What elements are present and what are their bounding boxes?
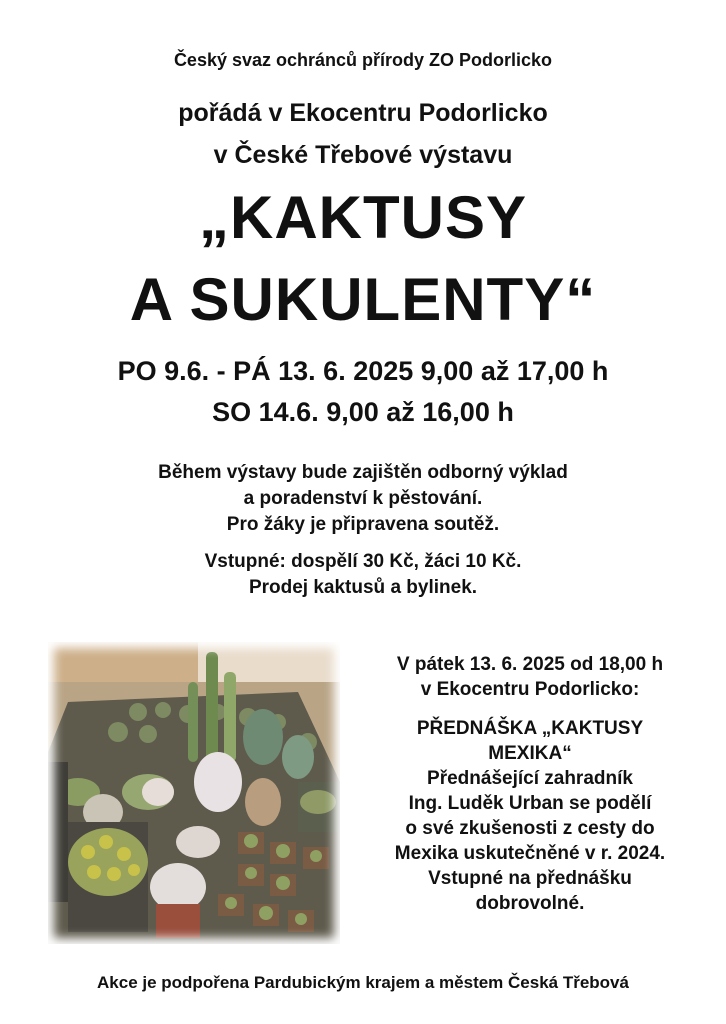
lecture-text-line: dobrovolné. (475, 893, 585, 914)
dates-saturday: SO 14.6. 9,00 až 16,00 h (212, 397, 514, 427)
fees-line: Vstupné: dospělí 30 Kč, žáci 10 Kč. (204, 551, 522, 572)
dates-weekdays: PO 9.6. - PÁ 13. 6. 2025 9,00 až 17,00 h (117, 356, 609, 386)
sale-line: Prodej kaktusů a bylinek. (248, 577, 478, 598)
intro-line-2: v České Třebové výstavu (213, 141, 513, 169)
info-line: Pro žáky je připravena soutěž. (226, 514, 500, 535)
info-line: Během výstavy bude zajištěn odborný výklad (158, 462, 568, 483)
exhibition-title-line-2: A SUKULENTY“ (129, 266, 597, 333)
lecture-where-line: v Ekocentru Podorlicko: (420, 679, 640, 700)
lecture-when-line: V pátek 13. 6. 2025 od 18,00 h (396, 654, 664, 675)
sponsor-footer: Akce je podpořena Pardubickým krajem a městem Česká Třebová (97, 973, 629, 992)
lecture-text-line: Vstupné na přednášku (428, 868, 632, 889)
lecture-text-line: o své zkušenosti z cesty do (405, 818, 655, 839)
info-line: a poradenství k pěstování. (243, 488, 483, 509)
organizer-line: Český svaz ochránců přírody ZO Podorlicko (173, 50, 553, 70)
exhibition-title-line-1: „KAKTUSY (198, 184, 527, 251)
lecture-text-line: Přednášející zahradník (427, 768, 633, 789)
lecture-announcement (354, 652, 706, 916)
lecture-title-line: MEXIKA“ (488, 743, 572, 764)
cactus-exhibition-photo (48, 642, 340, 944)
lecture-text-line: Ing. Luděk Urban se podělí (408, 793, 652, 814)
admission-info (0, 549, 726, 601)
exhibition-info (0, 460, 726, 538)
intro-line-1: pořádá v Ekocentru Podorlicko (178, 99, 548, 127)
lecture-title-line: PŘEDNÁŠKA „KAKTUSY (416, 718, 644, 739)
lecture-text-line: Mexika uskutečněné v r. 2024. (394, 843, 666, 864)
